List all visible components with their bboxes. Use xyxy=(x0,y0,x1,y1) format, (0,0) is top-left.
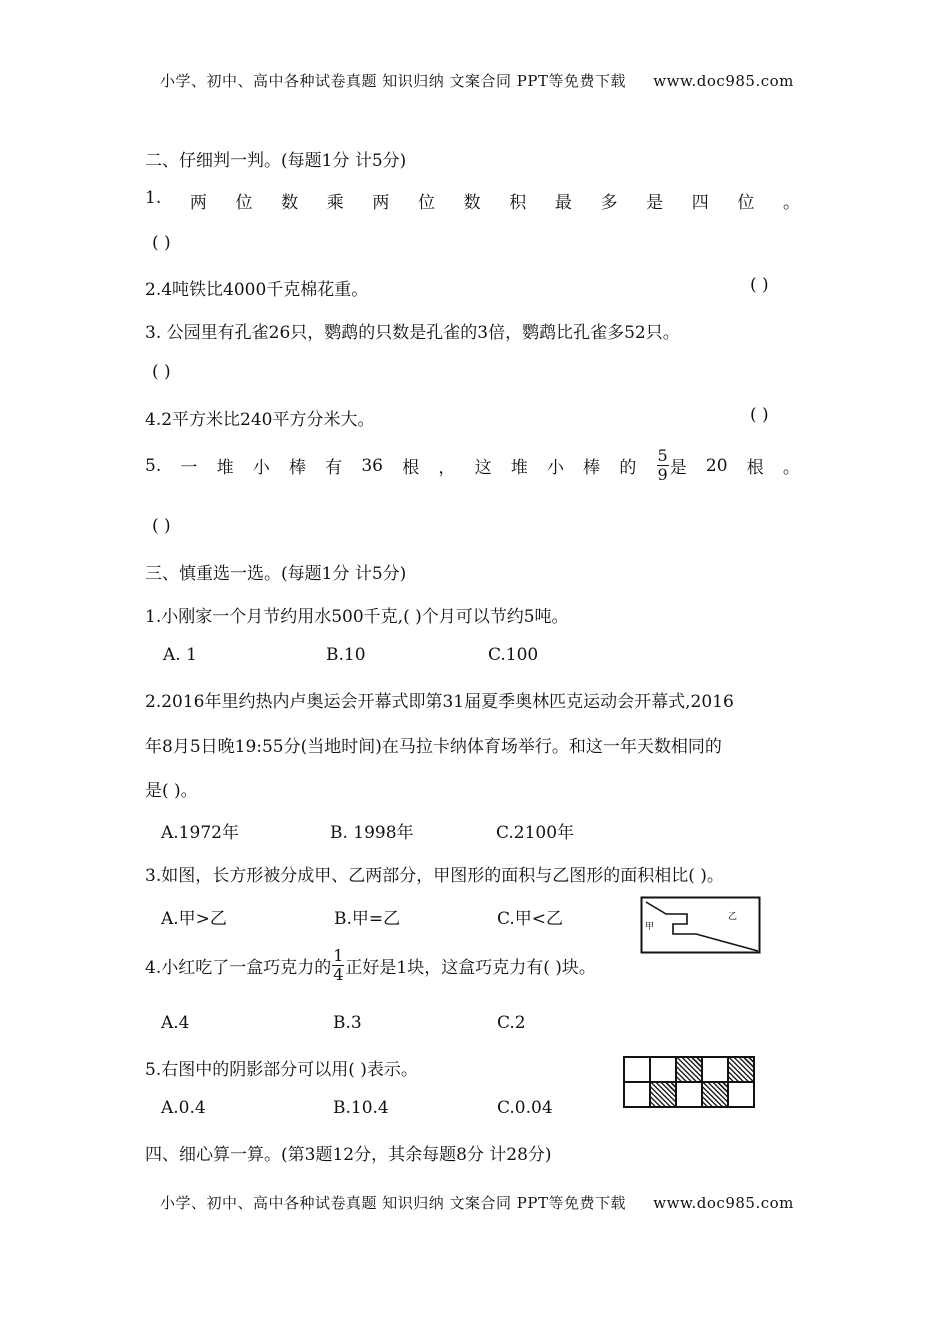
s2-q5-token: 小 xyxy=(252,458,270,478)
shaded-grid-figure xyxy=(623,1056,755,1108)
s2-q1-token: 是 xyxy=(646,193,664,213)
s2-q5-token: 有 xyxy=(325,458,343,478)
s2-q5-fraction-group xyxy=(656,448,687,483)
s2-q5-token: 5. xyxy=(145,455,162,476)
fraction-one-quarter: $\frac{1}{4}$ xyxy=(333,946,344,984)
s3-q3: 3.如图，长方形被分成甲、乙两部分，甲图形的面积与乙图形的面积相比( )。 xyxy=(145,866,724,886)
s2-q5-token: 这 xyxy=(474,458,492,478)
footer-site-link: www.doc985.com xyxy=(653,1194,794,1212)
s2-q1-answer[interactable]: ( ) xyxy=(152,233,171,253)
s2-q4-answer[interactable]: ( ) xyxy=(750,405,769,425)
s3-q4: 4.小红吃了一盒巧克力的 $\frac{1}{4}$ 正好是1块，这盒巧克力有( )块。 xyxy=(145,946,596,984)
s2-q5-token: 一 xyxy=(180,458,198,478)
rectangle-outline xyxy=(642,898,760,953)
s2-q2: 2.4吨铁比4000千克棉花重。 xyxy=(145,280,369,300)
fraction-five-ninths: $\frac{5}{9}$ xyxy=(657,446,668,484)
grid-cell xyxy=(650,1057,676,1082)
s2-q5-token: 根 xyxy=(746,458,764,478)
s2-q5-token: 堆 xyxy=(510,458,528,478)
s2-q5-token: 是 xyxy=(669,458,687,478)
rectangle-figure xyxy=(640,896,761,954)
s3-q3-option-b[interactable]: B.甲=乙 xyxy=(334,909,401,929)
s2-q5-token: 。 xyxy=(782,458,800,478)
s2-q5-token: 36 xyxy=(361,455,383,476)
grid-cell-shaded xyxy=(702,1082,728,1107)
s3-q2-line1: 2.2016年里约热内卢奥运会开幕式即第31届夏季奥林匹克运动会开幕式,2016 xyxy=(145,692,734,712)
s3-q3-option-c[interactable]: C.甲<乙 xyxy=(497,909,564,929)
s2-q5-token: ， xyxy=(438,458,456,478)
s2-q1-token: 最 xyxy=(554,193,572,213)
section3-title: 三、慎重选一选。(每题1分 计5分) xyxy=(145,564,407,584)
s2-q1-token: 四 xyxy=(691,193,709,213)
s3-q2-option-c[interactable]: C.2100年 xyxy=(496,823,575,843)
s2-q5-answer[interactable]: ( ) xyxy=(152,516,171,536)
grid-cell xyxy=(676,1082,702,1107)
s2-q1-token: 。 xyxy=(782,193,800,213)
s3-q2-line3: 是( )。 xyxy=(145,781,198,801)
label-jia: 甲 xyxy=(645,922,655,932)
s3-q1-option-b[interactable]: B.10 xyxy=(326,645,366,665)
s2-q1-token: 数 xyxy=(463,193,481,213)
grid-cell xyxy=(624,1057,650,1082)
grid-cell xyxy=(728,1082,754,1107)
s3-q4-option-a[interactable]: A.4 xyxy=(161,1013,190,1033)
s2-q1-token: 位 xyxy=(235,193,253,213)
section2-title: 二、仔细判一判。(每题1分 计5分) xyxy=(145,151,407,171)
s2-q1-token: 数 xyxy=(281,193,299,213)
s3-q2-option-a[interactable]: A.1972年 xyxy=(161,823,239,843)
s2-q3: 3. 公园里有孔雀26只，鹦鹉的只数是孔雀的3倍，鹦鹉比孔雀多52只。 xyxy=(145,323,680,343)
grid-cell-shaded xyxy=(650,1082,676,1107)
s2-q1 xyxy=(145,188,800,213)
s2-q1-token: 1. xyxy=(145,188,162,208)
s3-q2-option-b[interactable]: B. 1998年 xyxy=(330,823,414,843)
s3-q5-option-a[interactable]: A.0.4 xyxy=(161,1098,206,1118)
s2-q5-token: 小 xyxy=(546,458,564,478)
s2-q1-token: 乘 xyxy=(326,193,344,213)
s2-q5-token: 堆 xyxy=(216,458,234,478)
s2-q5 xyxy=(145,448,800,483)
page-header: 小学、初中、高中各种试卷真题 知识归纳 文案合同 PPT等免费下载 www.doc985.com xyxy=(160,72,794,90)
s2-q5-token: 根 xyxy=(402,458,420,478)
site-link: www.doc985.com xyxy=(653,72,794,90)
grid-cell-shaded xyxy=(728,1057,754,1082)
s2-q1-token: 多 xyxy=(600,193,618,213)
s3-q4-option-b[interactable]: B.3 xyxy=(333,1013,362,1033)
s2-q1-token: 位 xyxy=(417,193,435,213)
s2-q1-token: 积 xyxy=(509,193,527,213)
s3-q1-option-a[interactable]: A. 1 xyxy=(163,645,197,665)
s3-q5: 5.右图中的阴影部分可以用( )表示。 xyxy=(145,1060,418,1080)
s3-q5-option-b[interactable]: B.10.4 xyxy=(333,1098,389,1118)
s2-q1-token: 两 xyxy=(372,193,390,213)
s3-q4-option-c[interactable]: C.2 xyxy=(497,1013,526,1033)
s2-q4: 4.2平方米比240平方分米大。 xyxy=(145,410,375,430)
s2-q5-token: 棒 xyxy=(288,458,306,478)
s3-q3-option-a[interactable]: A.甲>乙 xyxy=(161,909,227,929)
s2-q3-answer[interactable]: ( ) xyxy=(152,362,171,382)
grid-cell-shaded xyxy=(676,1057,702,1082)
s2-q2-answer[interactable]: ( ) xyxy=(750,275,769,295)
label-yi: 乙 xyxy=(728,912,738,922)
s2-q5-token: 20 xyxy=(705,455,728,476)
s3-q5-option-c[interactable]: C.0.04 xyxy=(497,1098,553,1118)
s2-q1-token: 两 xyxy=(189,193,207,213)
s3-q1-option-c[interactable]: C.100 xyxy=(488,645,539,665)
s2-q5-token: 的 xyxy=(619,458,637,478)
s3-q2-line2: 年8月5日晚19:55分(当地时间)在马拉卡纳体育场举行。和这一年天数相同的 xyxy=(145,737,722,757)
section4-title: 四、细心算一算。(第3题12分，其余每题8分 计28分) xyxy=(145,1145,552,1165)
page-footer: 小学、初中、高中各种试卷真题 知识归纳 文案合同 PPT等免费下载 www.doc985.com xyxy=(160,1194,794,1212)
s3-q1: 1.小刚家一个月节约用水500千克,( )个月可以节约5吨。 xyxy=(145,607,569,627)
s2-q1-token: 位 xyxy=(737,193,755,213)
grid-cell xyxy=(624,1082,650,1107)
s2-q5-token: 棒 xyxy=(583,458,601,478)
grid-cell xyxy=(702,1057,728,1082)
grid-row xyxy=(624,1082,754,1107)
grid-row xyxy=(624,1057,754,1082)
